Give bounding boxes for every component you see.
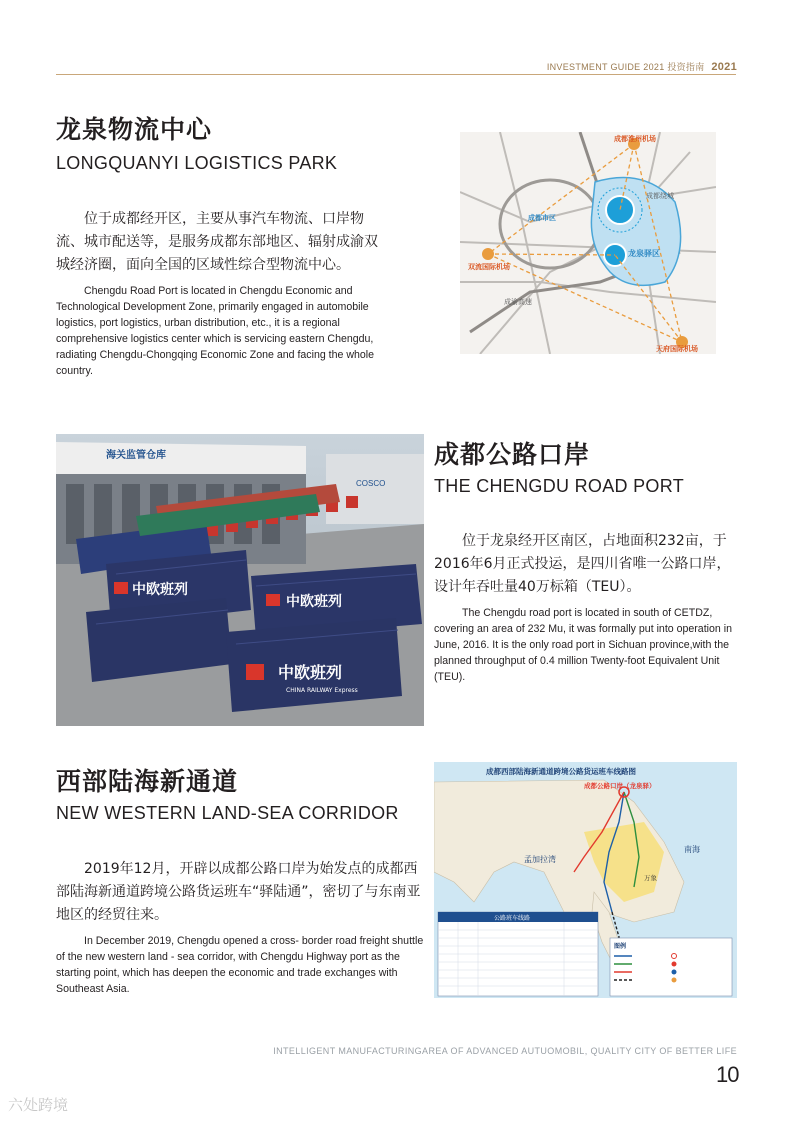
section1-title-en: LONGQUANYI LOGISTICS PARK	[56, 153, 338, 173]
map-label-north-airport: 成都淮州机场	[614, 135, 656, 143]
header-year: 2021	[711, 61, 737, 73]
map-label-south-airport: 天府国际机场	[656, 345, 698, 353]
page-number: 10	[716, 1062, 739, 1087]
route-label-bay: 孟加拉湾	[524, 855, 556, 864]
page-header	[547, 60, 737, 73]
photo-container-sub: CHINA RAILWAY Express	[286, 687, 358, 694]
photo-container-text-3: 中欧班列	[278, 663, 343, 682]
route-label-sea: 南海	[684, 845, 700, 854]
route-table-header: 公路班车线路	[494, 915, 531, 922]
route-map-title: 成都西部陆海新通道跨境公路货运班车线路图	[486, 767, 636, 776]
section3-title-cn: 西部陆海新通道	[56, 767, 239, 796]
land-sea-route-map	[434, 762, 737, 998]
logistics-park-map	[460, 132, 716, 354]
section2-body-cn: 位于龙泉经开区南区，占地面积232亩，于2016年6月正式投运，是四川省唯一公路口岸，设计年吞吐量40万标箱（TEU）。	[434, 533, 731, 595]
section1-body	[56, 208, 386, 379]
section3-body-en: In December 2019, Chengdu opened a cross- border road freight shuttle of the new western land - sea corridor, with Chengdu Highway port as the starting point, which has deepen the economic and trade exchanges with Southeast Asia.	[56, 935, 424, 995]
map-label-ring: 成都绕城	[646, 192, 674, 200]
road-port-photo-graphic	[56, 434, 424, 726]
header-divider	[56, 74, 736, 75]
section3-title-en: NEW WESTERN LAND-SEA CORRIDOR	[56, 803, 399, 823]
header-guide-text: INVESTMENT GUIDE 2021	[546, 62, 665, 72]
section2-body-en: The Chengdu road port is located in south of CETDZ, covering an area of 232 Mu, it was formally put into operation in June, 2016. It is the only road port in Sichuan province,with the planned throughput of 0.4 million Twenty-foot Equivalent Unit (TEU).	[434, 607, 732, 683]
section3-body	[56, 858, 426, 997]
section2-body	[434, 530, 738, 685]
footer-tagline: INTELLIGENT MANUFACTURINGAREA OF ADVANCED AUTUOMOBIL, QUALITY CITY OF BETTER LIFE	[273, 1046, 737, 1056]
route-label-wanxiang: 万象	[644, 874, 657, 882]
map-label-district: 龙泉驿区	[628, 249, 660, 258]
header-guide-cn: 投资指南	[667, 62, 705, 72]
section2-title-en: THE CHENGDU ROAD PORT	[434, 476, 684, 496]
watermark: 六处跨境	[8, 1096, 69, 1114]
section1-title-cn: 龙泉物流中心	[56, 115, 213, 144]
section2-title-cn: 成都公路口岸	[434, 440, 591, 469]
section1-body-en: Chengdu Road Port is located in Chengdu Economic and Technological Development Zone, primarily engaged in automobile logistics, port logistics, urban distribution, etc., it is a regional comprehensive logistics center which is servicing eastern Chengdu, radiating Chengdu-Chongqing Economic Zone and facing the whole country.	[56, 285, 375, 377]
photo-container-text-1: 中欧班列	[132, 582, 188, 598]
map-label-city: 成都市区	[528, 214, 556, 222]
photo-building-sign: 海关监管仓库	[106, 450, 166, 461]
photo-cosco: COSCO	[356, 479, 386, 488]
section1-body-cn: 位于成都经开区，主要从事汽车物流、口岸物流、城市配送等，是服务成都东部地区、辐射成渝双城经济圈，面向全国的区域性综合型物流中心。	[56, 211, 378, 273]
section3-body-cn: 2019年12月，开辟以成都公路口岸为始发点的成都西部陆海新通道跨境公路货运班车“驿陆通”，密切了与东南亚地区的经贸往来。	[56, 861, 421, 923]
route-map-graphic	[434, 762, 737, 998]
logistics-map-graphic	[460, 132, 716, 354]
route-legend-title: 图例	[614, 943, 627, 950]
road-port-photo	[56, 434, 424, 726]
map-label-expressway: 成渝高速	[504, 298, 532, 306]
route-start-label: 成都公路口岸（龙泉驿）	[584, 782, 656, 790]
photo-container-text-2: 中欧班列	[286, 594, 342, 610]
map-label-west-airport: 双流国际机场	[468, 263, 510, 271]
